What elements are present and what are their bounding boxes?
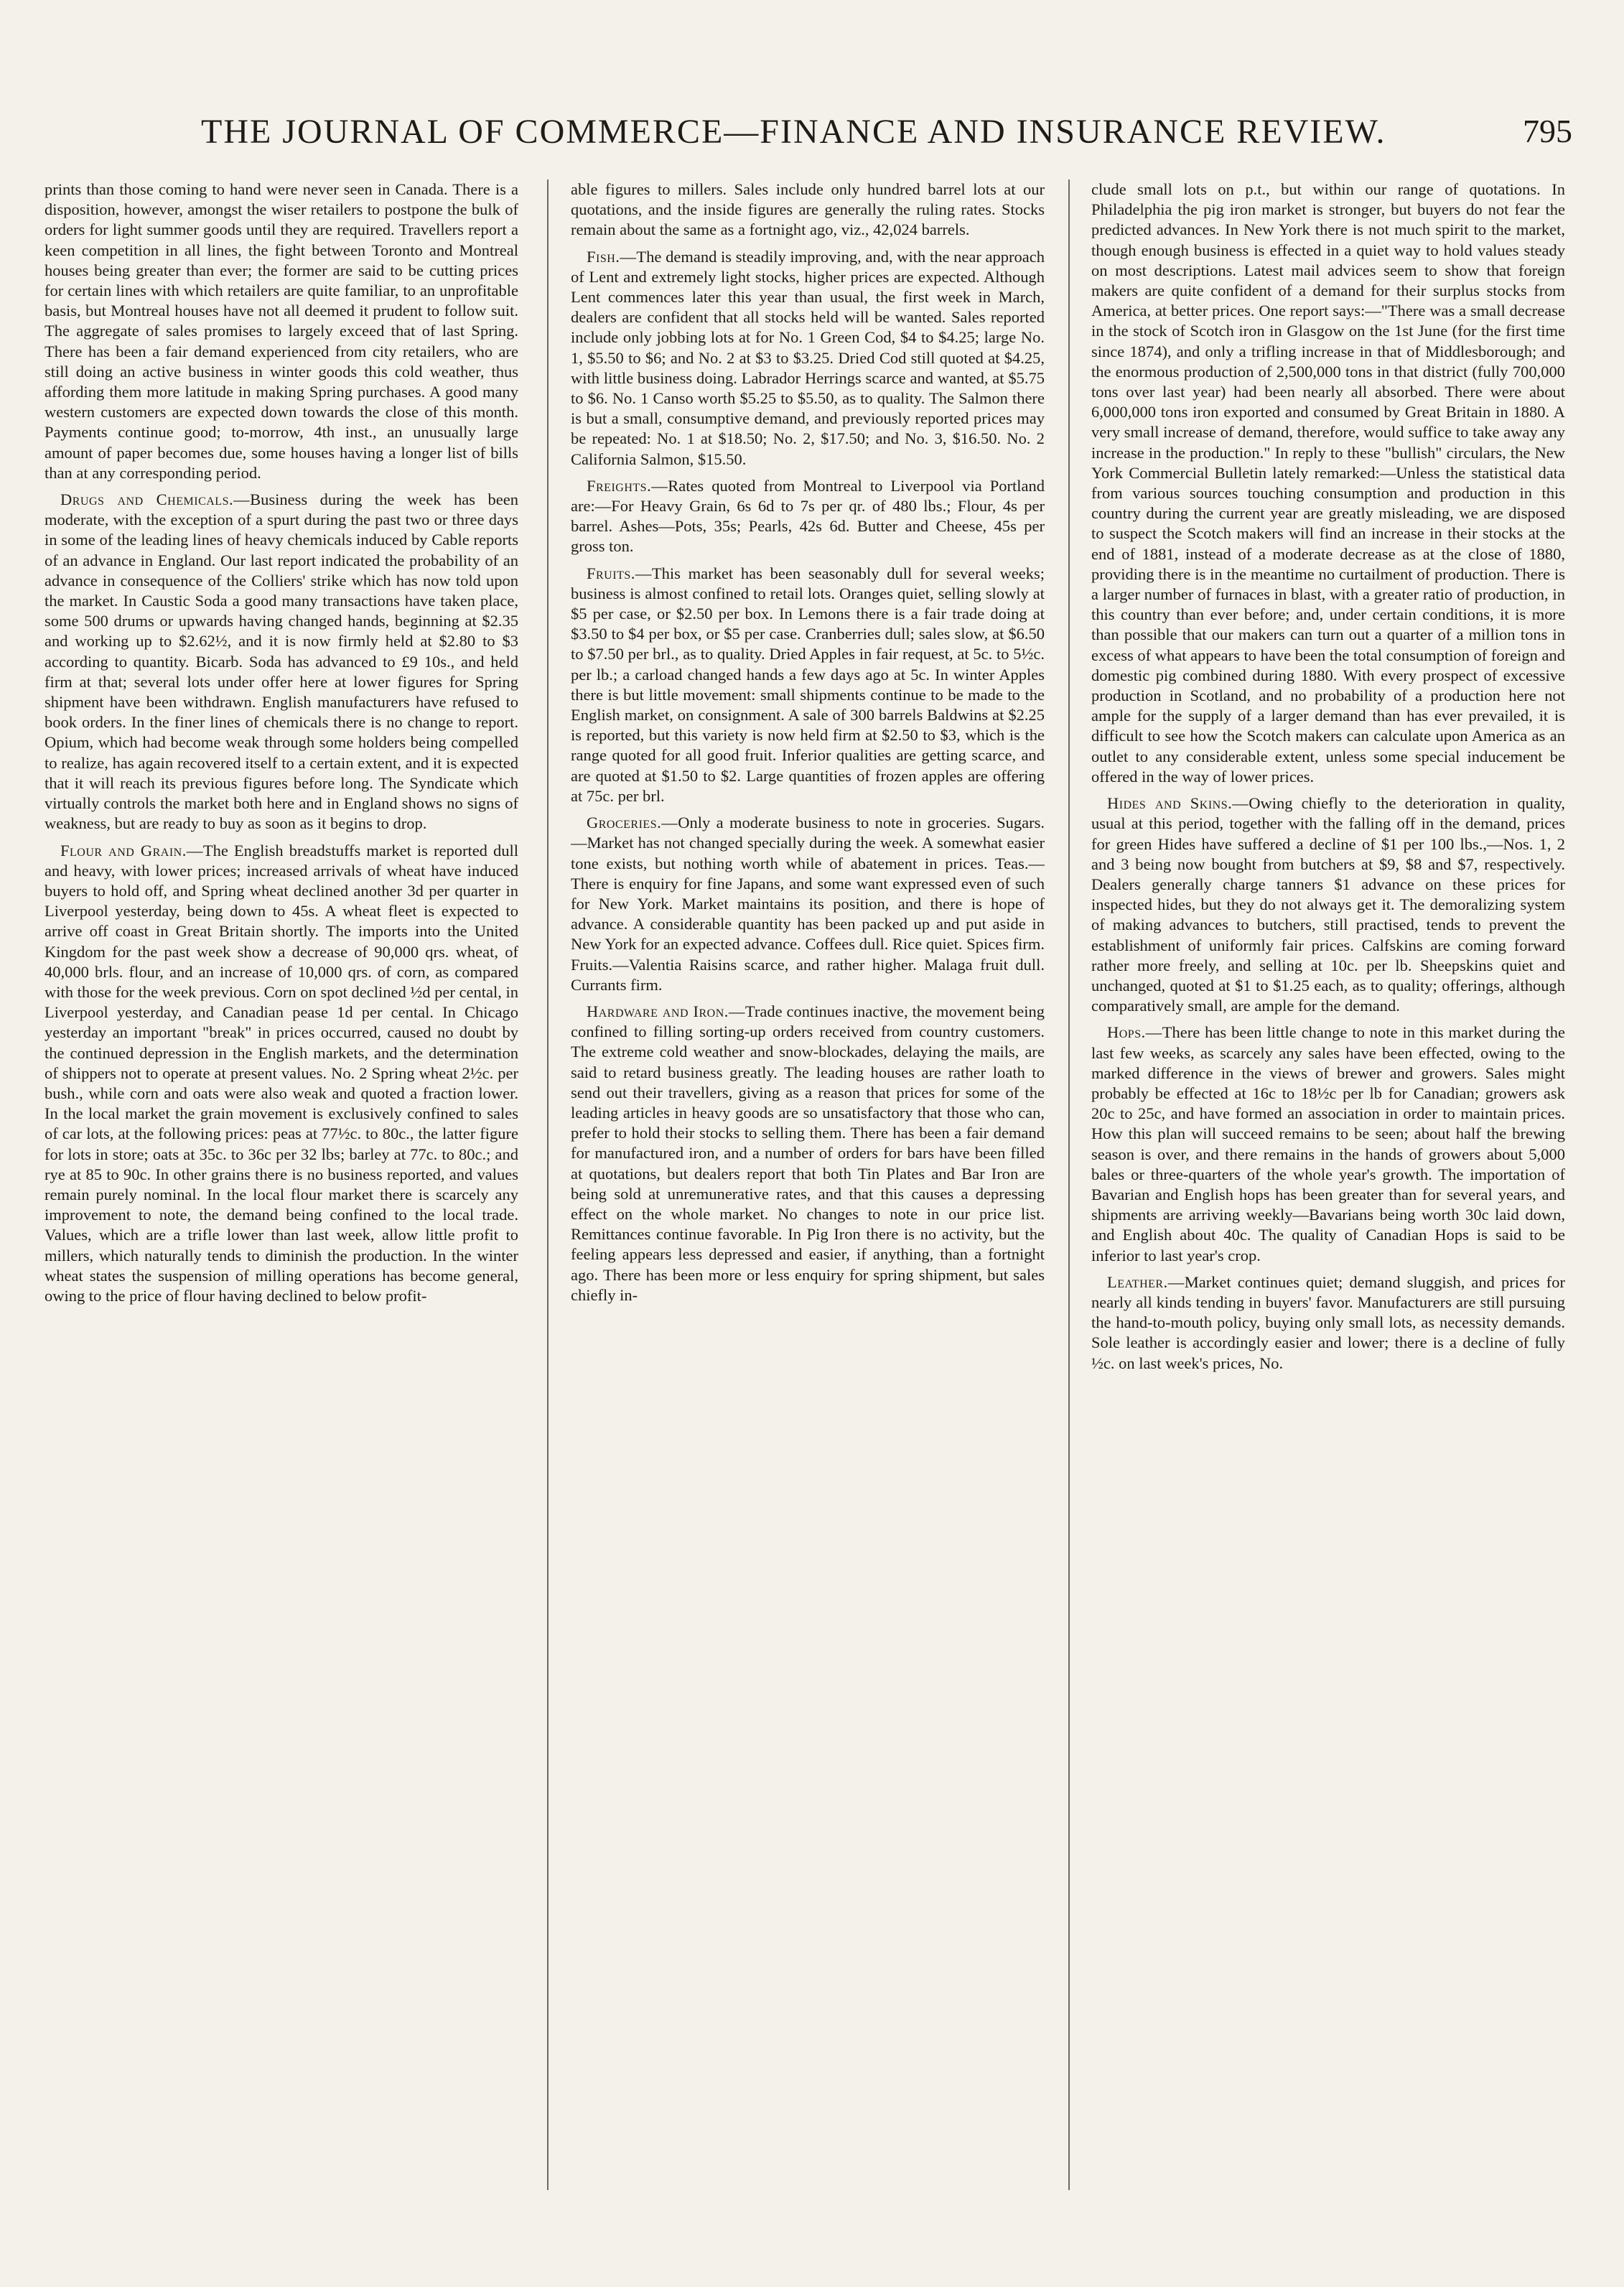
section-heading: Drugs and Chemicals.—: [60, 490, 251, 509]
section-heading: Fruits.—: [587, 564, 652, 582]
section-heading: Freights.—: [587, 476, 668, 495]
paragraph: [571, 180, 1045, 241]
paragraph-text: prints than those coming to hand were never seen in Canada. There is a disposition, however, amongst the wiser retailers to postpone the bulk of orders for light summer goods until they are required. Travellers report a keen competition in all lines, the fight between Toronto and Montreal houses being greater than ever; the former are said to be cutting prices for certain lines with which retailers are quite familiar, to an unprofitable basis, but Montreal houses have not all deemed it prudent to follow suit. The aggregate of sales promises to largely exceed that of last Spring. There has been a fair demand experienced from city retailers, who are still doing an active business in winter goods this cold weather, thus affording them more latitude in making Spring purchases. A good many western customers are expected down towards the close of this month. Payments continue good; to-morrow, 4th inst., an unusually large amount of paper becomes due, some houses having a longer list of bills than at any corresponding period.: [45, 180, 518, 482]
paragraph-text: There has been little change to note in this market during the last few weeks, as scarcely any sales have been effected, owing to the marked difference in the views of brewer and growers. Sales might probably be effected at 16c to 18½c per lb for Canadian; growers ask 20c to 25c, and have formed an association in order to maintain prices. How this plan will succeed remains to be seen; about half the brewing season is over, and there remains in the hands of growers about 5,000 bales or three-quarters of the whole year's growth. The importation of Bavarian and English hops has been greater than for several years, and shipments are arriving weekly—Bavarians being worth 30c laid down, and English about 40c. The quality of Canadian Hops is said to be inferior to last year's crop.: [1091, 1023, 1565, 1264]
paragraph-text: The demand is steadily improving, and, with the near approach of Lent and extremely light stocks, higher prices are expected. Although Lent commences later this year than usual, the first week in March, dealers are confident that all stocks held will be wanted. Sales reported include only jobbing lots at for No. 1 Green Cod, $4 to $4.25; large No. 1, $5.50 to $6; and No. 2 at $3 to $3.25. Dried Cod still quoted at $4.25, with little business doing. Labrador Herrings scarce and wanted, at $5.75 to $6. No. 1 Canso worth $5.25 to $5.50, as to quality. The Salmon there is but a small, consumptive demand, and previously reported prices may be repeated: No. 1 at $18.50; No. 2, $17.50; and No. 3, $16.50. No. 2 California Salmon, $15.50.: [571, 247, 1045, 468]
paragraph-drugs-chemicals: [45, 490, 518, 834]
section-heading: Fish.—: [587, 247, 637, 266]
section-heading: Hides and Skins.—: [1107, 794, 1249, 813]
paragraph-text: Business during the week has been moderate, with the exception of a spurt during the past two or three days in some of the leading lines of heavy chemicals induced by Cable reports of an advance in England. Our last report indicated the probability of an advance in consequence of the Colliers' strike which has now told upon the market. In Caustic Soda a good many transactions have taken place, some 500 drums or upwards having changed hands, beginning at $2.35 and working up to $2.62½, and it is now firmly held at $2.80 to $3 according to quantity. Bicarb. Soda has advanced to £9 10s., and held firm at that; several lots under offer here at lower figures for Spring shipment have been withdrawn. English manufacturers have refused to book orders. In the finer lines of chemicals there is no change to report. Opium, which had become weak through some holders being compelled to realize, has again recovered itself to a certain extent, and it is expected that it will reach its previous figures before long. The Syndicate which virtually controls the market both here and in England shows no signs of weakness, but are ready to buy as soon as it begins to drop.: [45, 490, 518, 833]
paragraph: [1091, 180, 1565, 787]
paragraph-leather: [1091, 1272, 1565, 1374]
paragraph-hides-skins: [1091, 793, 1565, 1016]
column-rule-right: [1068, 180, 1070, 2190]
paragraph-groceries: [571, 813, 1045, 995]
paragraph-text: The English breadstuffs market is reported dull and heavy, with lower prices; increased arrivals of wheat have induced buyers to hold off, and Spring wheat declined another 3d per quarter in Liverpool yesterday, being down to 45s. A wheat fleet is expected to arrive off coast in Great Britain shortly. The imports into the United Kingdom for the past week show a decrease of 90,000 qrs. wheat, of 40,000 brls. flour, and an increase of 10,000 qrs. of corn, as compared with those for the week previous. Corn on spot declined ½d per cental, in Liverpool yesterday, and Canadian pease 1d per cental. In Chicago yesterday an important "break" in prices occurred, caused no doubt by the continued depression in the English markets, and the determination of shippers not to operate at present values. No. 2 Spring wheat 2½c. per bush., while corn and oats were also weak and quoted a fraction lower. In the local market the grain movement is exclusively confined to sales of car lots, at the following prices: peas at 77½c. to 80c., the latter figure for lots in store; oats at 35c. to 36c per 32 lbs; barley at 77c. to 80c.; and rye at 85 to 90c. In other grains there is no business reported, and values remain purely nominal. In the local flour market there is scarcely any improvement to note, the demand being confined to the local trade. Values, which are a trifle lower than last week, allow little profit to millers, which naturally tends to diminish the production. In the winter wheat states the suspension of milling operations has become general, owing to the price of flour having declined to below profit-: [45, 841, 518, 1305]
paragraph-fish: [571, 247, 1045, 470]
paragraph-text: Rates quoted from Montreal to Liverpool via Portland are:—For Heavy Grain, 6s 6d to 7s per qr. of 480 lbs.; Flour, 4s per barrel. Ashes—Pots, 35s; Pearls, 42s 6d. Butter and Cheese, 45s per gross ton.: [571, 476, 1045, 556]
section-heading: Flour and Grain.—: [60, 841, 203, 860]
paragraph-fruits: [571, 564, 1045, 806]
paragraph-text: able figures to millers. Sales include only hundred barrel lots at our quotations, and the inside figures are generally the ruling rates. Stocks remain about the same as a fortnight ago, viz., 42,024 barrels.: [571, 180, 1045, 239]
section-heading: Leather.—: [1107, 1272, 1185, 1291]
paragraph-freights: [571, 476, 1045, 557]
paragraph-text: Trade continues inactive, the movement being confined to filling sorting-up orders received from country customers. The extreme cold weather and snow-blockades, delaying the mails, are said to retard business greatly. The leading houses are rather loath to send out their travellers, giving as a reason that prices for some of the leading articles in heavy goods are so unsatisfactory that those who can, prefer to hold their stocks to selling them. There has been a fair demand for manufactured iron, and a number of orders for bars have been filled at quotations, but dealers report that both Tin Plates and Bar Iron are being sold at unremunerative rates, and that this causes a depressing effect on the whole market. No changes to note in our price list. Remittances continue favorable. In Pig Iron there is no activity, but the feeling appears less depressed and easier, if anything, than a fortnight ago. There has been more or less enquiry for spring shipment, but sales chiefly in-: [571, 1002, 1045, 1304]
column-2: [571, 180, 1045, 2190]
page-header: [43, 108, 1579, 165]
paragraph-text: Owing chiefly to the deterioration in quality, usual at this period, together with the falling off in the demand, prices for green Hides have suffered a decline of $1 per 100 lbs.,—Nos. 1, 2 and 3 being now bought from butchers at $9, $8 and $7, respectively. Dealers generally charge tanners $1 advance on these prices for inspected hides, but they do not always get it. The demoralizing system of making advances to butchers, still practised, tends to prevent the establishment of uniformly fair prices. Calfskins are coming forward rather more freely, and selling at 10c. per lb. Sheepskins quiet and unchanged, quoted at $1 to $1.25 each, as to quality; offerings, although comparatively small, are ample for the demand.: [1091, 794, 1565, 1015]
paragraph-flour-grain: [45, 841, 518, 1307]
section-heading: Groceries.—: [587, 814, 678, 832]
paragraph-hardware-iron: [571, 1002, 1045, 1305]
column-3: [1091, 180, 1565, 2190]
paragraph-text: Only a moderate business to note in groceries. Sugars.—Market has not changed specially during the week. A somewhat easier tone exists, but nothing worth while of abatement in prices. Teas.—There is enquiry for fine Japans, and some want expressed even of such for New York. Market maintains its position, and there is hope of advance. A considerable quantity has been packed up and put aside in New York for an expected advance. Coffees dull. Rice quiet. Spices firm. Fruits.—Valentia Raisins scarce, and rather higher. Malaga fruit dull. Currants firm.: [571, 814, 1045, 994]
section-heading: Hops.—: [1107, 1023, 1162, 1042]
paragraph: [45, 180, 518, 483]
section-heading: Hardware and Iron.—: [587, 1002, 745, 1020]
column-1: [45, 180, 518, 2190]
page-number: 795: [1523, 113, 1572, 149]
column-rule-left: [547, 180, 549, 2190]
paragraph-text: Market continues quiet; demand sluggish, and prices for nearly all kinds tending in buyers' favor. Manufacturers are still pursuing the hand-to-mouth policy, buying only small lots, as necessity demands. Sole leather is accordingly easier and lower; there is a decline of fully ½c. on last week's prices, No.: [1091, 1272, 1565, 1372]
paragraph-text: clude small lots on p.t., but within our range of quotations. In Philadelphia the pig iron market is stronger, but buyers do not fear the predicted advances. In New York there is not much spirit to the market, though enough business is effected in a quiet way to hold values steady on most descriptions. Latest mail advices seem to show that foreign makers are quite confident of a demand for their surplus stocks from America, at better prices. One report says:—"There was a small decrease in the stock of Scotch iron in Glasgow on the 1st June (for the first time since 1874), and only a trifling increase in that of Middlesborough; and the enormous production of 2,500,000 tons in that district (fully 700,000 tons over last year) had been nearly all absorbed. There were about 6,000,000 tons iron exported and consumed by Great Britain in 1880. A very small increase of demand, therefore, would suffice to take away any increase in the production." In reply to these "bullish" circulars, the New York Commercial Bulletin lately remarked:—Unless the statistical data from various sources touching consumption and production in this country during the current year are greatly misleading, we are disposed to suspect the Scotch makers will find an increase in their stocks at the end of 1881, instead of a moderate decrease as at the close of 1880, providing there is in the meantime no curtailment of production. There is a larger number of furnaces in blast, with a greater ratio of production, in this country than ever before; and, under certain conditions, it is more than possible that our makers can turn out a quarter of a million tons in excess of what appears to have been the total consumption of foreign and domestic pig combined during 1880. With every prospect of excessive production in Scotland, and no probability of a production here not ample for the supply of a larger demand than has ever prevailed, it is difficult to see how the Scotch makers can calculate upon America as an outlet to any considerable extent, unless some special inducement be offered in the way of lower prices.: [1091, 180, 1565, 786]
running-head: THE JOURNAL OF COMMERCE—FINANCE AND INSURANCE REVIEW.: [201, 113, 1386, 151]
paragraph-hops: [1091, 1023, 1565, 1265]
paragraph-text: This market has been seasonably dull for several weeks; business is almost confined to retail lots. Oranges quiet, selling slowly at $5 per case, or $2.50 per box. In Lemons there is a fair trade doing at $3.50 to $4 per box, or $5 per case. Cranberries dull; sales slow, at $6.50 to $7.50 per brl., as to quality. Dried Apples in fair request, at 5c. to 5½c. per lb.; a carload changed hands a few days ago at 5c. In winter Apples there is but little movement: small shipments continue to be made to the English market, on consignment. A sale of 300 barrels Baldwins at $2.25 is reported, but this variety is now held firm at $2.50 to $3, which is the range quoted for all good fruit. Inferior qualities are getting scarce, and are quoted at $1.50 to $2. Large quantities of frozen apples are offering at 75c. per brl.: [571, 564, 1045, 805]
